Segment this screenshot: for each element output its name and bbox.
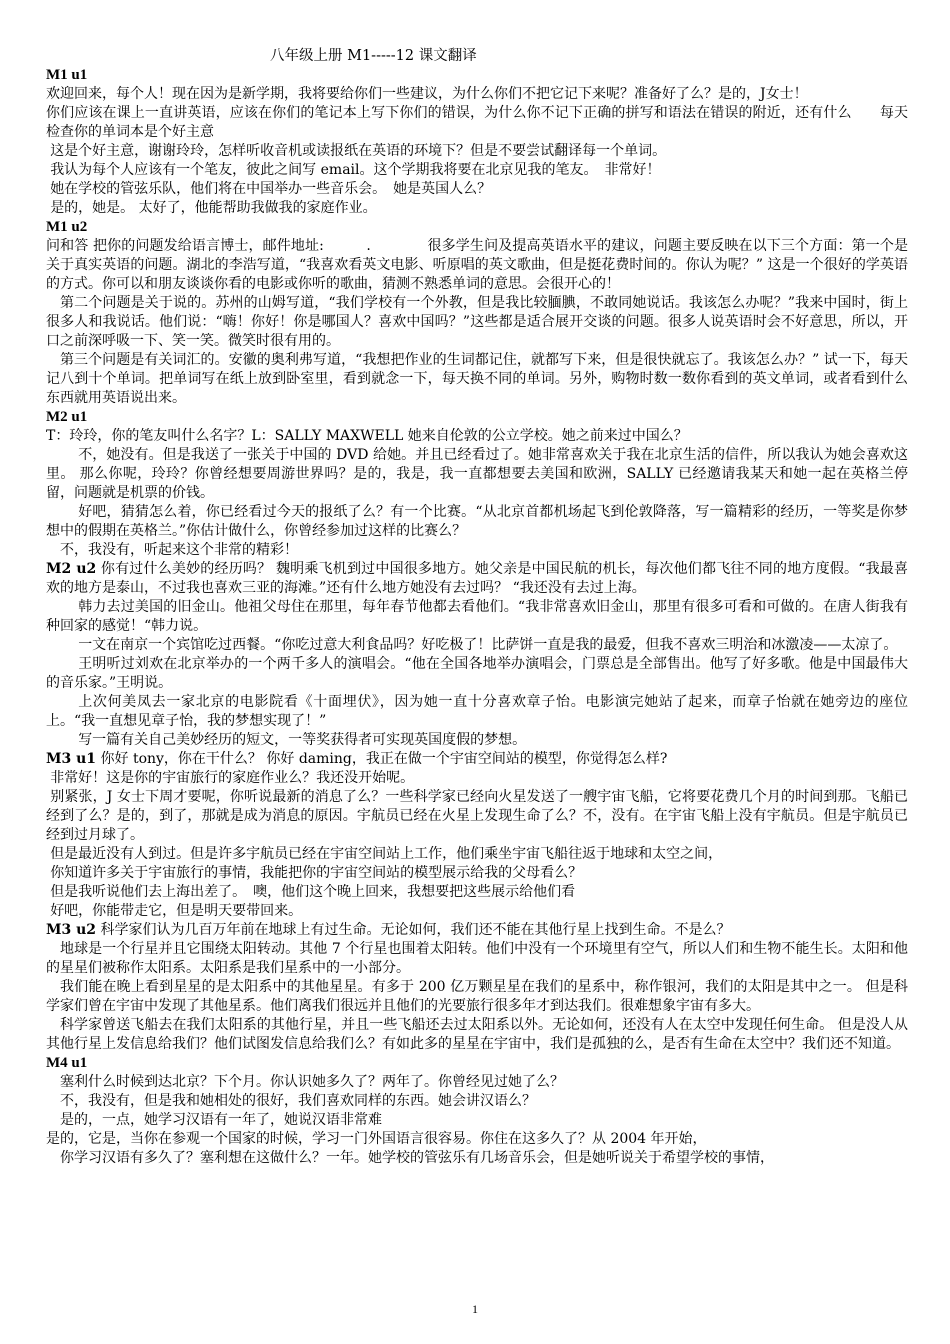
paragraph: 好吧，猜猜怎么着，你已经看过今天的报纸了么？有一个比赛。“从北京首都机场起飞到伦敦降落，写一篇精彩的经历，一等奖是你梦想中的假期在英格兰。”你估计做什么，你曾经参加过这样的比赛么？ xyxy=(46,504,908,539)
paragraph: 第三个问题是有关词汇的。安徽的奥利弗写道，“我想把作业的生词都记住，就都写下来，但是很快就忘了。我该怎么办？” 试一下，每天记八到十个单词。把单词写在纸上放到卧室里，看到就念一下，每天换不同的单词。另外，购物时数一数你看到的英文单词，或者看到什么东西就用英语说出来。 xyxy=(46,352,908,406)
paragraph-text: 你有过什么美妙的经历吗？ 魏明乘飞机到过中国很多地方。她父亲是中国民航的机长，每次他们都飞往不同的地方度假。“我最喜欢的地方是泰山，不过我也喜欢三亚的海滩。”还有什么地方她没有去过吗？ “我还没有去过上海。 xyxy=(46,561,908,596)
page-number: 1 xyxy=(472,1302,478,1316)
section-heading-m2-u2: M2 u2 xyxy=(46,561,97,577)
paragraph: 写一篇有关自己美妙经历的短文，一等奖获得者可实现英国度假的梦想。 xyxy=(78,732,527,748)
paragraph: 是的，她是。 太好了，他能帮助我做我的家庭作业。 xyxy=(50,200,377,216)
paragraph: 王明听过刘欢在北京举办的一个两千多人的演唱会。“他在全国各地举办演唱会，门票总是全部售出。他写了好多歌。他是中国最伟大的音乐家。”王明说。 xyxy=(46,656,908,691)
paragraph: 我认为每个人应该有一个笔友，彼此之间写 email。这个学期我将要在北京见我的笔友。 非常好！ xyxy=(50,162,661,178)
paragraph: 韩力去过美国的旧金山。他祖父母住在那里，每年春节他都去看他们。“我非常喜欢旧金山，那里有很多可看和可做的。在唐人街我有种回家的感觉！“韩力说。 xyxy=(46,599,908,634)
paragraph-with-heading xyxy=(46,921,908,940)
paragraph: 地球是一个行星并且它围绕太阳转动。其他 7 个行星也围着太阳转。他们中没有一个环境里有空气，所以人们和生物不能生长。太阳和他的星星们被称作太阳系。太阳系是我们星系中的一小部分。 xyxy=(46,941,908,976)
paragraph: 是的，一点，她学习汉语有一年了，她说汉语非常难 xyxy=(60,1112,382,1128)
section-heading-m3-u2: M3 u2 xyxy=(46,922,97,938)
section-heading-m2-u1: M2 u1 xyxy=(46,409,88,425)
paragraph-with-heading xyxy=(46,750,908,769)
paragraph: 欢迎回来，每个人！现在因为是新学期，我将要给你们一些建议，为什么你们不把它记下来呢？准备好了么？是的，J女士！ xyxy=(46,86,808,102)
section-heading-m1-u1: M1 u1 xyxy=(46,67,88,83)
paragraph-with-heading xyxy=(46,560,908,598)
paragraph: 不，她没有。但是我送了一张关于中国的 DVD 给她。并且已经看过了。她非常喜欢关于我在北京生活的信件，所以我认为她会喜欢这里。 那么你呢，玲玲？你曾经想要周游世界吗？是的，我是，我一直都想要去美国和欧洲，SALLY 已经邀请我某天和她一起在英格兰停留，问题就是机票的价钱。 xyxy=(46,447,908,501)
paragraph: 不，我没有，但是我和她相处的很好，我们喜欢同样的东西。她会讲汉语么？ xyxy=(60,1093,536,1109)
document-body xyxy=(46,66,908,1168)
paragraph: 但是最近没有人到过。但是许多宇航员已经在宇宙空间站上工作，他们乘坐宇宙飞船往返于地球和太空之间， xyxy=(50,846,723,862)
paragraph: 我们能在晚上看到星星的是太阳系中的其他星星。有多于 200 亿万颗星星在我们的星系中，称作银河，我们的太阳是其中之一。 但是科学家们曾在宇宙中发现了其他星系。他们离我们很远并且他们的光要旅行很多年才到达我们。很难想象宇宙有多大。 xyxy=(46,979,908,1014)
section-heading-m3-u1: M3 u1 xyxy=(46,751,97,767)
paragraph: 她在学校的管弦乐队，他们将在中国举办一些音乐会。 她是英国人么？ xyxy=(50,181,492,197)
document-title: 八年级上册 M1-----12 课文翻译 xyxy=(270,48,477,64)
paragraph-text: 你好 tony，你在干什么？ 你好 daming，我正在做一个宇宙空间站的模型，你觉得怎么样? xyxy=(100,751,668,767)
paragraph: 科学家曾送飞船去在我们太阳系的其他行星，并且一些飞船还去过太阳系以外。无论如何，还没有人在太空中发现任何生命。 但是没人从其他行星上发信息给我们？他们试图发信息给我们么？有如此多的星星在宇宙中，我们是孤独的么，是否有生命在太空中？我们还不知道。 xyxy=(46,1017,908,1052)
paragraph: 你们应该在课上一直讲英语，应该在你们的笔记本上写下你们的错误，为什么你不记下正确的拼写和语法在错误的附近，还有什么 每天检查你的单词本是个好主意 xyxy=(46,105,908,140)
paragraph: 别紧张，J 女士下周才要呢，你听说最新的消息了么？一些科学家已经向火星发送了一艘宇宙飞船，它将要花费几个月的时间到那。飞船已经到了么？是的，到了，那就是成为消息的原因。宇航员已经在火星上发现生命了么？不，没有。在宇宙飞船上没有宇航员。但是宇航员已经到过月球了。 xyxy=(46,789,908,843)
paragraph: 这是个好主意，谢谢玲玲，怎样听收音机或读报纸在英语的环境下？但是不要尝试翻译每一个单词。 xyxy=(50,143,667,159)
paragraph: 塞利什么时候到达北京？下个月。你认识她多久了？两年了。你曾经见过她了么？ xyxy=(60,1074,564,1090)
paragraph: 是的，它是，当你在参观一个国家的时候，学习一门外国语言很容易。你住在这多久了？从 2004 年开始， xyxy=(46,1131,707,1147)
section-heading-m4-u1: M4 u1 xyxy=(46,1055,88,1071)
paragraph: 上次何美凤去一家北京的电影院看《十面埋伏》，因为她一直十分喜欢章子怡。电影演完她站了起来，而章子怡就在她旁边的座位上。“我一直想见章子怡，我的梦想实现了！” xyxy=(46,694,908,729)
paragraph: 第二个问题是关于说的。苏州的山姆写道，“我们学校有一个外教，但是我比较腼腆，不敢同她说话。我该怎么办呢？”我来中国时，街上很多人和我说话。他们说：“嗨！你好！你是哪国人？喜欢中国吗？”这些都是适合展开交谈的问题。很多人说英语时会不好意思，所以，开口之前深呼吸一下、笑一笑。微笑时很有用的。 xyxy=(46,295,908,349)
paragraph: 你知道许多关于宇宙旅行的事情，我能把你的宇宙空间站的模型展示给我的父母看么？ xyxy=(50,865,583,881)
paragraph: 一文在南京一个宾馆吃过西餐。“你吃过意大利食品吗？好吃极了！比萨饼一直是我的最爱，但我不喜欢三明治和冰激凌——太凉了。 xyxy=(78,637,898,653)
paragraph: 非常好！这是你的宇宙旅行的家庭作业么？我还没开始呢。 xyxy=(50,770,415,786)
paragraph: 但是我听说他们去上海出差了。 噢，他们这个晚上回来，我想要把这些展示给他们看 xyxy=(50,884,576,900)
paragraph: 问和答 把你的问题发给语言博士，邮件地址: . 很多学生问及提高英语水平的建议，问题主要反映在以下三个方面：第一个是关于真实英语的问题。湖北的李浩写道，“我喜欢看英文电影、听原唱的英文歌曲，但是挺花费时间的。你认为呢？” 这是一个很好的学英语的方式。你可以和朋友谈谈你看的电影或你听的歌曲，猜测不熟悉单词的意思。会很开心的！ xyxy=(46,238,908,292)
paragraph: 好吧，你能带走它，但是明天要带回来。 xyxy=(50,903,303,919)
paragraph: 不，我没有，听起来这个非常的精彩！ xyxy=(60,542,298,558)
section-heading-m1-u2: M1 u2 xyxy=(46,219,88,235)
paragraph: 你学习汉语有多久了？塞利想在这做什么？一年。她学校的管弦乐有几场音乐会，但是她听说关于希望学校的事情， xyxy=(60,1150,774,1166)
paragraph-text: 科学家们认为几百万年前在地球上有过生命。无论如何，我们还不能在其他行星上找到生命。不是么？ xyxy=(100,922,731,938)
paragraph: T：玲玲，你的笔友叫什么名字？L：SALLY MAXWELL 她来自伦敦的公立学校。她之前来过中国么？ xyxy=(46,428,688,444)
